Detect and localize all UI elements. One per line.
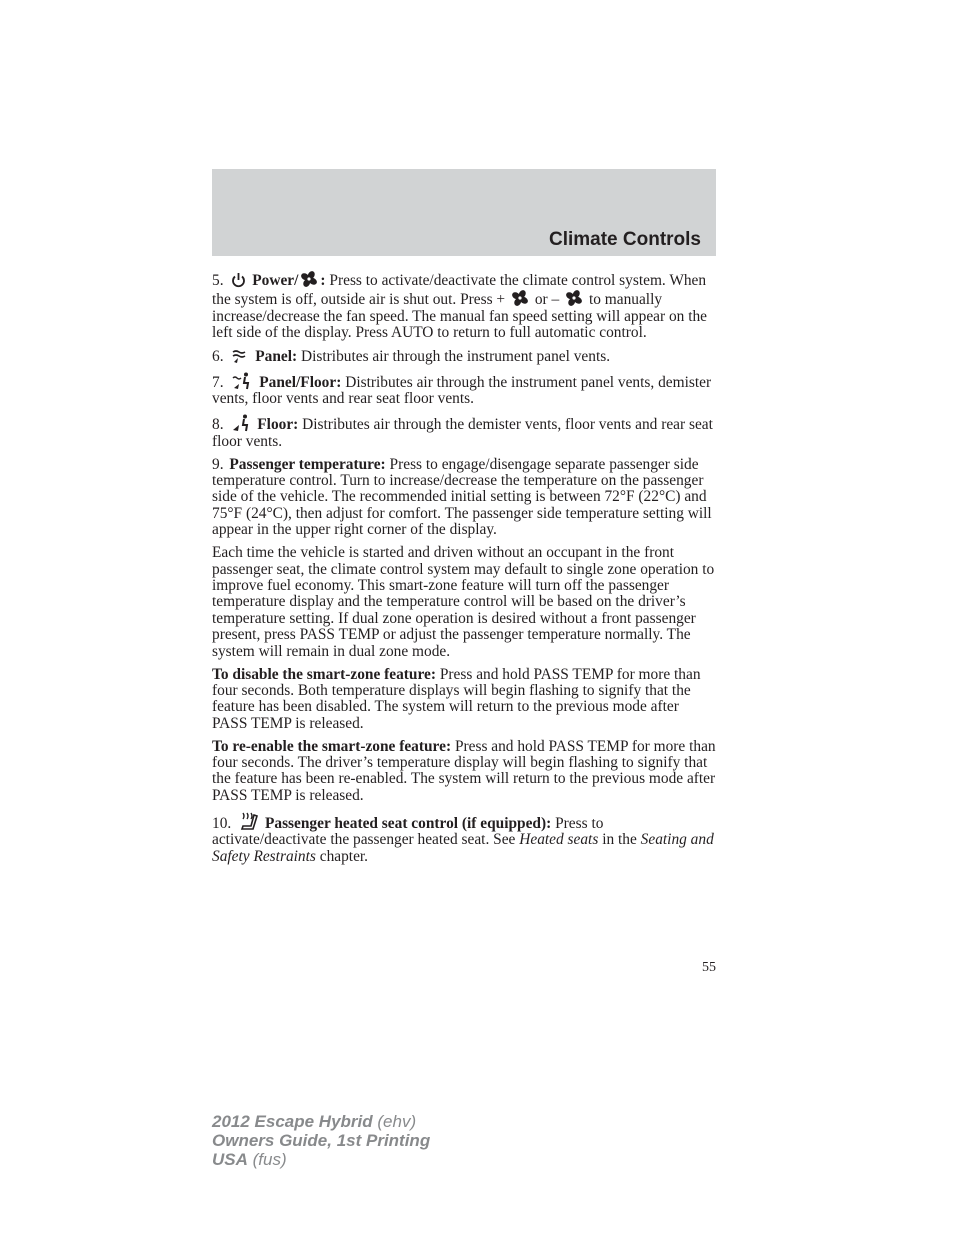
item-label: Power/ — [252, 272, 299, 289]
footer-line-3: USA (fus) — [212, 1150, 287, 1169]
item-8 — [212, 414, 716, 450]
item-number: 7. — [212, 374, 224, 392]
footer-line-2: Owners Guide, 1st Printing — [212, 1131, 431, 1150]
item-label: Floor: — [257, 416, 299, 434]
item-text: in the — [602, 831, 637, 849]
page-number: 55 — [702, 960, 716, 975]
paragraph-text: Press and hold PASS TEMP for more than four seconds. The driver’s temperature display will begin flashing to signify that the feature has been re-enabled. The system will return to the previous mode after PASS TEMP is released. — [212, 737, 716, 804]
paragraph-label: To re-enable the smart-zone feature: — [212, 737, 452, 755]
fan-icon — [565, 289, 583, 307]
cross-reference: Heated seats — [519, 831, 599, 849]
fan-icon — [511, 289, 529, 307]
paragraph-text: Press and hold PASS TEMP for more than four seconds. Both temperature displays will begin flashing to signify that the feature has been disabled. The system will return to the previous mode after PASS TEMP is released. — [212, 665, 701, 732]
item-text: or — [534, 291, 548, 309]
footer-line-1: 2012 Escape Hybrid (ehv) — [212, 1112, 417, 1131]
power-icon — [231, 272, 246, 288]
item-label: Passenger temperature: — [229, 455, 386, 473]
cross-reference: Seating and Safety Restraints — [212, 831, 714, 865]
item-text: chapter. — [319, 847, 369, 865]
heated-seat-icon — [239, 811, 259, 831]
item-text: Distributes air through the demister vents, floor vents and rear seat floor vents. — [212, 416, 713, 450]
smart-zone-paragraph: Each time the vehicle is started and driven without an occupant in the front passenger seat, the climate control system may default to single zone operation to improve fuel economy. This smart-zone feature will turn off the passenger temperature display and the temperature control will be based on the driver’s temperature setting. If dual zone operation is desired without a front passenger present, press PASS TEMP or adjust the passenger temperature normally. The system will remain in dual zone mode. — [212, 544, 715, 660]
section-title: Climate Controls — [548, 229, 701, 250]
disable-paragraph — [212, 667, 716, 733]
item-number: 5. — [212, 272, 224, 289]
item-9 — [212, 457, 716, 539]
item-6 — [212, 348, 716, 365]
item-colon: : — [320, 272, 326, 289]
item-number: 10. — [212, 814, 232, 832]
fan-icon — [300, 270, 318, 288]
item-text: – — [551, 291, 560, 309]
item-label: Panel/Floor: — [259, 374, 342, 392]
paragraph-label: To disable the smart-zone feature: — [212, 665, 436, 683]
footer — [212, 1112, 430, 1169]
item-number: 6. — [212, 348, 224, 366]
reenable-paragraph — [212, 739, 716, 805]
item-number: 8. — [212, 416, 224, 434]
item-text: Distributes air through the instrument panel vents, demister vents, floor vents and rear seat floor vents. — [212, 374, 712, 408]
page-content — [212, 270, 716, 872]
item-10 — [212, 811, 716, 865]
item-text: to manually increase/decrease the fan speed. The manual fan speed setting will appear on the left side of the display. Press AUTO to return to full automatic control. — [212, 291, 707, 342]
item-7 — [212, 372, 716, 408]
item-number: 9. — [212, 455, 224, 473]
item-label: Passenger heated seat control (if equipped): — [264, 814, 552, 832]
floor-vent-icon — [231, 414, 251, 432]
panel-floor-icon — [231, 372, 253, 390]
item-text: Press to activate/deactivate the climate control system. When the system is off, outside air is shut out. Press + — [212, 272, 707, 309]
item-5 — [212, 270, 716, 342]
item-label: Panel: — [255, 348, 298, 366]
item-text: Press to engage/disengage separate passenger side temperature control. Turn to increase/decrease the temperature on the passenger side of the vehicle. The recommended initial setting is between 72°F (22°C) and 75°F (24°C), then adjust for comfort. The passenger side temperature setting will appear in the upper right corner of the display. — [212, 455, 712, 539]
item-text: Press to activate/deactivate the passenger heated seat. See — [212, 814, 604, 849]
item-text: Distributes air through the instrument panel vents. — [301, 348, 611, 366]
panel-vent-icon — [231, 348, 249, 364]
header-band — [212, 169, 716, 256]
